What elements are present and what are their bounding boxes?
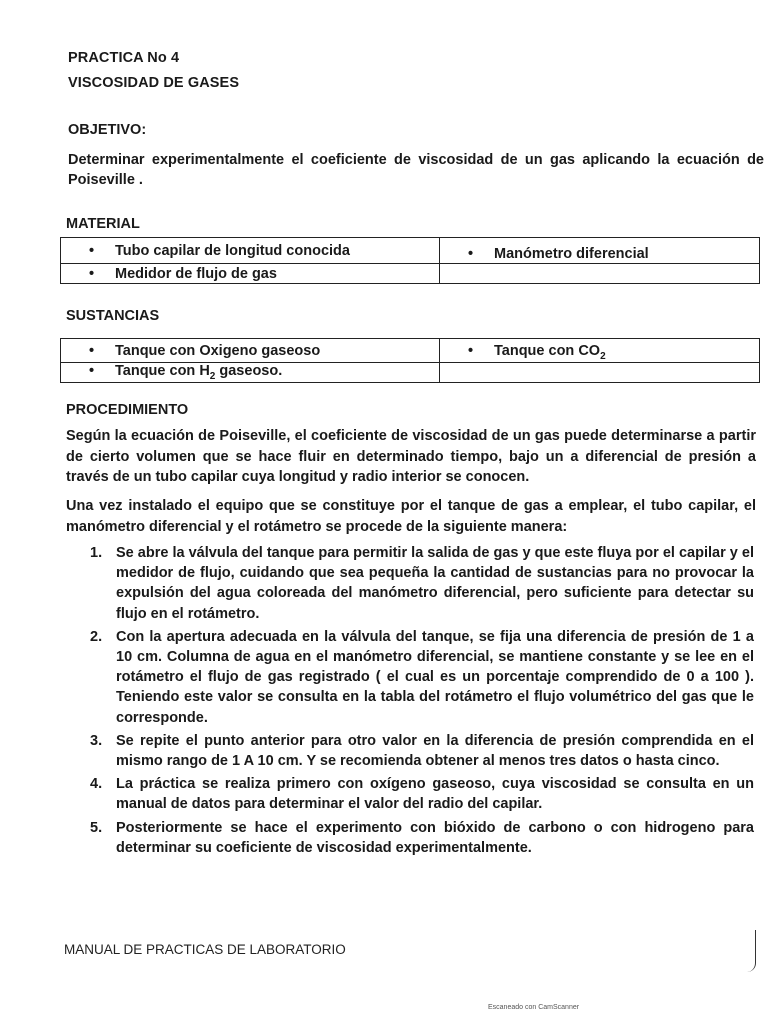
substance-formula: Tanque con H [115, 363, 210, 380]
step-number: 5. [90, 819, 103, 836]
table-row [61, 238, 760, 264]
table-cell [61, 264, 440, 284]
table-cell [61, 339, 440, 363]
list-item [84, 627, 754, 728]
table-row [61, 363, 760, 383]
table-cell [440, 264, 760, 284]
list-item [84, 543, 754, 624]
step-text: Se abre la válvula del tanque para permitir la salida de gas y que este fluya por el capilar y el medidor de flujo, cuidando que sea pequeña la cantidad de sustancias para no provocar la expulsión del agua coloreada del manómetro diferencial, pero suficiente para detectar su flujo en el rotámetro. [116, 545, 754, 622]
substance-item: Tanque con Oxigeno gaseoso [115, 342, 321, 359]
substance-suffix: gaseoso. [215, 363, 283, 380]
step-number: 3. [90, 732, 103, 749]
substance-item [494, 343, 606, 362]
objective-text: Determinar experimentalmente el coeficiente de viscosidad de un gas aplicando la ecuación de Poiseville . [68, 152, 764, 188]
practice-title: VISCOSIDAD DE GASES [68, 75, 240, 91]
list-item [84, 731, 754, 771]
step-number: 1. [90, 545, 103, 561]
procedure-steps [84, 543, 754, 861]
bullet-icon: • [89, 342, 95, 359]
material-item: Tubo capilar de longitud conocida [115, 242, 350, 259]
bullet-icon: • [468, 245, 474, 262]
step-text: Con la apertura adecuada en la válvula del tanque, se fija una diferencia de presión de 1 a 10 cm. Columna de agua en el manómetro diferencial, se mantiene constante y se lee en el rotámetro el flujo de gas registrado ( el cual es un porcentaje comprendido de 0 a 100 ). Teniendo este valor se consulta en la tabla del rotámetro el flujo volumétrico del gas que le corresponde. [116, 628, 754, 726]
procedure-paragraph: Según la ecuación de Poiseville, el coeficiente de viscosidad de un gas puede determinarse a partir de cierto volumen que se hace fluir en determinado tiempo, bajo un a diferencial de presión a través de un tubo capilar cuya longitud y radio interior se conocen. [66, 428, 756, 485]
substances-heading: SUSTANCIAS [66, 308, 160, 324]
subscript: 2 [209, 370, 216, 382]
material-item: Medidor de flujo de gas [115, 265, 277, 282]
table-cell [61, 238, 440, 264]
bullet-icon: • [89, 363, 95, 380]
material-item: Manómetro diferencial [494, 245, 649, 262]
procedure-paragraph: Una vez instalado el equipo que se constituye por el tanque de gas a emplear, el tubo capilar, el manómetro diferencial y el rotámetro se procede de la siguiente manera: [66, 498, 756, 535]
substances-table [60, 338, 760, 383]
step-text: Se repite el punto anterior para otro valor en la diferencia de presión comprendida en el mismo rango de 1 A 10 cm. Y se recomienda obtener al menos tres datos o hasta cinco. [116, 732, 754, 770]
material-heading: MATERIAL [66, 216, 140, 232]
table-cell [440, 238, 760, 264]
table-cell [440, 363, 760, 383]
step-number: 2. [90, 628, 103, 645]
list-item [84, 774, 754, 814]
step-text: Posteriormente se hace el experimento con bióxido de carbono o con hidrogeno para determinar su coeficiente de viscosidad experimentalmente. [116, 819, 754, 856]
scanner-watermark: Escaneado con CamScanner [488, 1004, 580, 1011]
table-cell [440, 339, 760, 363]
footer-manual: MANUAL DE PRACTICAS DE LABORATORIO [64, 942, 346, 957]
material-table [60, 237, 760, 284]
substance-item [115, 363, 283, 382]
table-cell [61, 363, 440, 383]
subscript: 2 [600, 350, 606, 362]
bullet-icon: • [468, 343, 474, 360]
objective-heading: OBJETIVO: [68, 122, 147, 138]
bullet-icon: • [89, 242, 95, 259]
substance-formula: Tanque con CO [494, 343, 601, 360]
procedure-heading: PROCEDIMIENTO [66, 402, 189, 418]
step-text: La práctica se realiza primero con oxígeno gaseoso, cuya viscosidad se consulta en un manual de datos para determinar el valor del radio del capilar. [116, 776, 754, 813]
step-number: 4. [90, 776, 103, 793]
table-row [61, 339, 760, 363]
bullet-icon: • [89, 265, 95, 282]
list-item [84, 818, 754, 858]
table-row [61, 264, 760, 284]
practice-number: PRACTICA No 4 [68, 50, 180, 66]
page-edge-mark [747, 930, 756, 972]
